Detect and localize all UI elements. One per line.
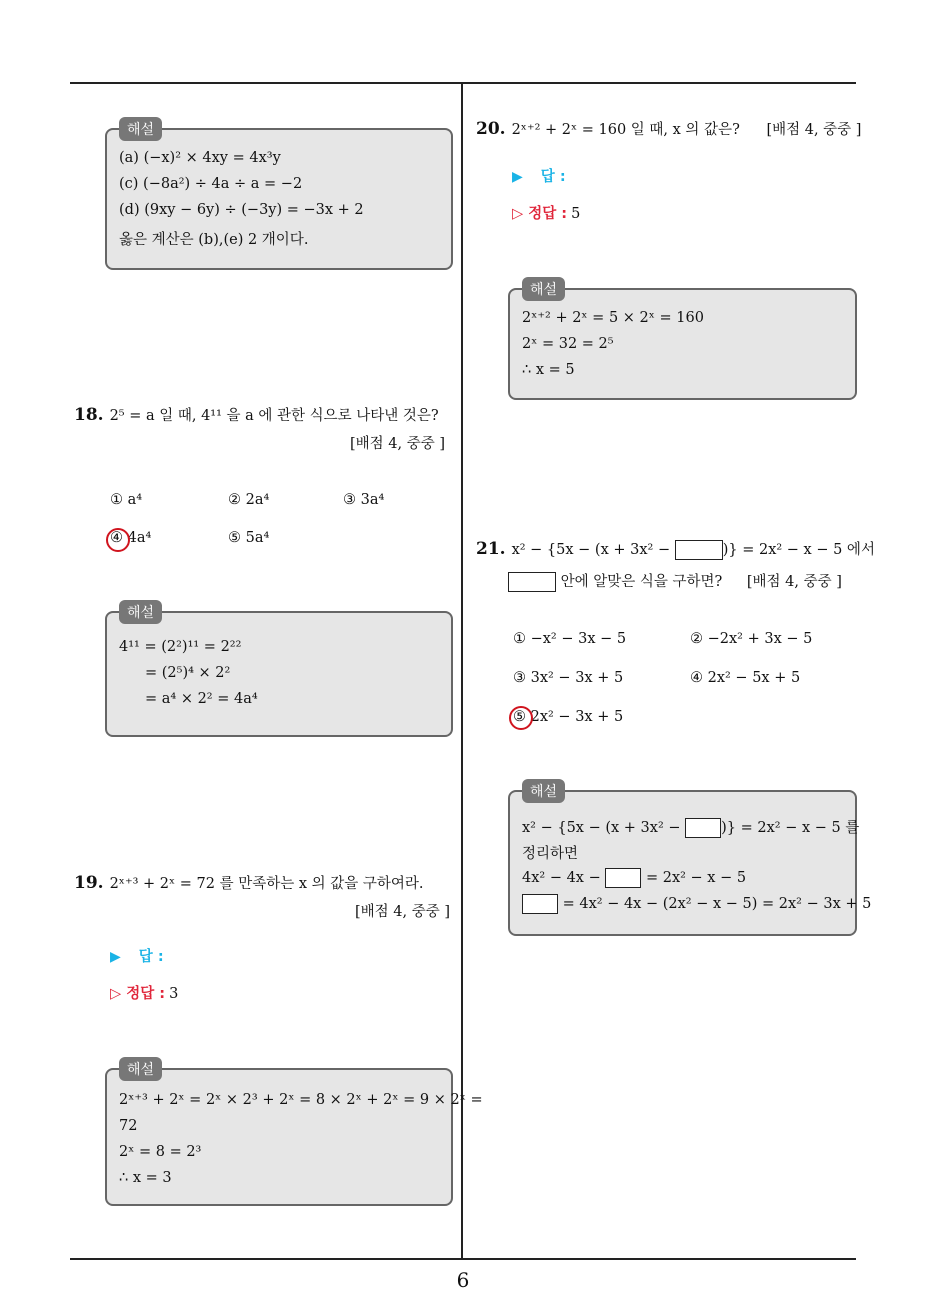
play-triangle-icon: ▶ [512, 169, 523, 185]
solution-tag: 해설 [119, 600, 162, 624]
q18-choice-3[interactable]: ③ 3a⁴ [343, 492, 385, 508]
q21-solution-line-4 [522, 894, 871, 914]
solution-tag: 해설 [522, 779, 565, 803]
q21-choice-1[interactable]: ① −x² − 3x − 5 [513, 631, 627, 647]
q20-correct-value: 5 [571, 206, 581, 222]
q20-number: 20. [476, 119, 506, 139]
q21-text-a: x² − {5x − (x + 3x² − [511, 542, 671, 558]
q21-score: [배점 4, 중중 ] [746, 574, 842, 590]
q20-question [476, 118, 861, 139]
q21-text-b: )} = 2x² − x − 5 에서 [722, 542, 875, 558]
q21-choice-2[interactable]: ② −2x² + 3x − 5 [690, 631, 813, 647]
outline-triangle-icon: ▷ [110, 986, 127, 1002]
q19-correct-row [110, 982, 178, 1003]
q17-solution-line-4: 옳은 계산은 (b),(e) 2 개이다. [119, 232, 309, 248]
solution-tag: 해설 [119, 117, 162, 141]
q21-choice-4[interactable]: ④ 2x² − 5x + 5 [690, 670, 801, 686]
q19-solution-line-3: 2ˣ = 8 = 2³ [119, 1144, 202, 1160]
q21-number: 21. [476, 539, 506, 559]
q21-solution-text-d: = 2x² − x − 5 [645, 870, 747, 886]
q19-question [74, 872, 424, 893]
q19-correct-value: 3 [169, 986, 179, 1002]
column-divider [461, 84, 463, 1259]
q18-selected-mark [106, 528, 130, 552]
outline-triangle-icon: ▷ [512, 206, 529, 222]
q17-solution-box [105, 122, 453, 270]
q19-number: 19. [74, 873, 104, 893]
q19-solution-line-1: 2ˣ⁺³ + 2ˣ = 2ˣ × 2³ + 2ˣ = 8 × 2ˣ + 2ˣ = 9 × 2ˣ = [119, 1092, 483, 1108]
q21-question-line-2 [508, 570, 842, 592]
q18-choice-4[interactable]: ④ 4a⁴ [110, 530, 152, 546]
q19-score: [배점 4, 중중 ] [355, 904, 451, 920]
q21-solution-line-1 [522, 816, 859, 838]
q21-solution-text-e: = 4x² − 4x − (2x² − x − 5) = 2x² − 3x + 5 [562, 896, 872, 912]
q20-solution-line-2: 2ˣ = 32 = 2⁵ [522, 336, 614, 352]
q21-choice-5[interactable]: ⑤ 2x² − 3x + 5 [513, 709, 624, 725]
q20-text: 2ˣ⁺² + 2ˣ = 160 일 때, x 의 값은? [511, 122, 740, 138]
q18-choice-5[interactable]: ⑤ 5a⁴ [228, 530, 270, 546]
bottom-rule [70, 1258, 856, 1260]
correct-label: 정답 : [528, 206, 568, 222]
q21-solution-line-2: 정리하면 [522, 846, 579, 862]
q21-blank-box [508, 572, 556, 592]
q19-text: 2ˣ⁺³ + 2ˣ = 72 를 만족하는 x 의 값을 구하여라. [109, 876, 424, 892]
q21-solution-blank [605, 868, 641, 888]
q21-solution-text-a: x² − {5x − (x + 3x² − [522, 820, 681, 836]
q20-solution-line-3: ∴ x = 5 [522, 362, 575, 378]
q21-solution-blank [685, 818, 721, 838]
q18-solution-line-1: 4¹¹ = (2²)¹¹ = 2²² [119, 639, 242, 655]
solution-tag: 해설 [522, 277, 565, 301]
q18-solution-line-2: = (2⁵)⁴ × 2² [145, 665, 231, 681]
q19-solution-line-2: 72 [119, 1118, 138, 1134]
q21-solution-line-3 [522, 868, 746, 888]
q21-selected-mark [509, 706, 533, 730]
q19-solution-box [105, 1062, 483, 1206]
q21-solution-text-b: )} = 2x² − x − 5 를 [721, 820, 860, 836]
q21-solution-text-c: 4x² − 4x − [522, 870, 601, 886]
q21-solution-blank [522, 894, 558, 914]
q21-solution-box [508, 784, 872, 936]
q18-choice-2[interactable]: ② 2a⁴ [228, 492, 270, 508]
q18-number: 18. [74, 405, 104, 425]
q18-solution-box [105, 605, 453, 737]
correct-label: 정답 : [126, 986, 166, 1002]
q20-answer-row[interactable] [512, 165, 566, 186]
q19-solution-line-4: ∴ x = 3 [119, 1170, 172, 1186]
q21-text-c: 안에 알맞은 식을 구하면? [560, 574, 723, 590]
q21-question-line-1 [476, 538, 875, 560]
q21-choice-3[interactable]: ③ 3x² − 3x + 5 [513, 670, 624, 686]
q18-solution-line-3: = a⁴ × 2² = 4a⁴ [145, 691, 258, 707]
q20-solution-line-1: 2ˣ⁺² + 2ˣ = 5 × 2ˣ = 160 [522, 310, 704, 326]
q19-answer-row[interactable] [110, 945, 164, 966]
q17-solution-line-2: (c) (−8a²) ÷ 4a ÷ a = −2 [119, 176, 303, 192]
top-rule [70, 82, 856, 84]
answer-label: 답 : [138, 949, 164, 965]
q18-question [74, 404, 439, 425]
q17-solution-line-1: (a) (−x)² × 4xy = 4x³y [119, 150, 281, 166]
q20-solution-box [508, 282, 857, 400]
q18-text: 2⁵ = a 일 때, 4¹¹ 을 a 에 관한 식으로 나타낸 것은? [109, 408, 439, 424]
answer-label: 답 : [540, 169, 566, 185]
solution-tag: 해설 [119, 1057, 162, 1081]
q18-score: [배점 4, 중중 ] [350, 436, 446, 452]
q21-blank-box [675, 540, 723, 560]
play-triangle-icon: ▶ [110, 949, 121, 965]
q17-solution-line-3: (d) (9xy − 6y) ÷ (−3y) = −3x + 2 [119, 202, 364, 218]
q20-score: [배점 4, 중중 ] [766, 122, 862, 138]
page-number: 6 [456, 1268, 470, 1292]
q18-choice-1[interactable]: ① a⁴ [110, 492, 143, 508]
q20-correct-row [512, 202, 580, 223]
